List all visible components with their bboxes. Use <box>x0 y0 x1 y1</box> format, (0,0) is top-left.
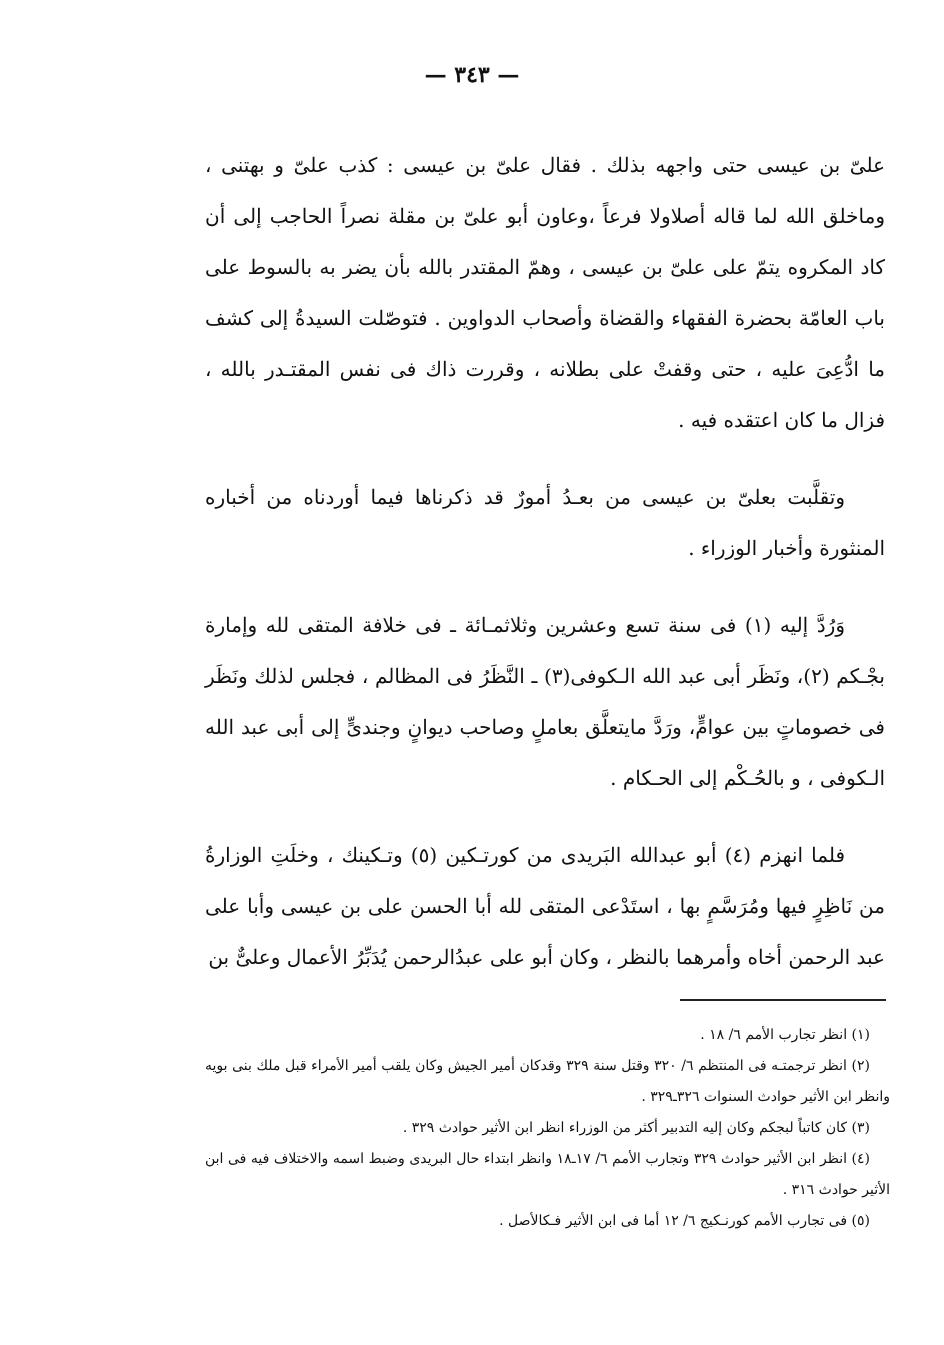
footnote-1: (١) انظر تجارب الأمم ٦/ ١٨ . <box>700 1027 870 1043</box>
footnote-4: (٤) انظر ابن الأثير حوادث ٣٢٩ وتجارب الأمم ٦/ ١٧ـ١٨ وانظر ابتداء حال البريدى وضبط اسمه والاختلاف فيه فى ابن الأثير حوادث ٣١٦ . <box>205 1151 890 1198</box>
paragraph-4: فلما انهزم (٤) أبو عبدالله البَريدى من كورتـكين (٥) وتـكينك ، وخلَتِ الوزارةُ من نَاظِرٍ فيها ومُرَسَّمٍ بها ، استَدْعى المتقى لله أبا الحسن على بن عيسى وأبا على عبد الرحمن أخاه وأمرهما بالنظر ، وكان أبو على عبدُالرحمن يُدَبِّرُ الأعمال وعلىٌّ بن <box>205 843 885 969</box>
page-number: — ٣٤٣ — <box>424 62 520 88</box>
paragraph-2: وتقلَّبت بعلىّ بن عيسى من بعـدُ أمورٌ قد ذكرناها فيما أوردناه من أخباره المنثورة وأخبار الوزراء . <box>205 485 885 560</box>
footnote-3: (٣) كان كاتباً لبجكم وكان إليه التدبير أكثر من الوزراء انظر ابن الأثير حوادث ٣٢٩ . <box>402 1120 870 1136</box>
paragraph-3: وَرُدَّ إليه (١) فى سنة تسع وعشرين وثلاثمـائة ـ فى خلافة المتقى لله وإمارة بجْـكم (٢)، ونَظَر أبى عبد الله الـكوفى(٣) ـ النَّظَرُ فى المظالم ، فجلس لذلك ونَظَر فى خصوماتٍ بين عوامٍّ، ورَدَّ مايتعلَّق بعاملٍ وصاحب ديوانٍ وجندىٍّ إلى أبى عبد الله الـكوفى ، و بالحُـكْم إلى الحـكام . <box>205 613 886 790</box>
main-text <box>205 140 885 1009</box>
footnote-5: (٥) فى تجارب الأمم كورنـكيج ٦/ ١٢ أما فى ابن الأثير فـكالأصل . <box>499 1213 870 1229</box>
paragraph-1: علىّ بن عيسى حتى واجهه بذلك . فقال علىّ بن عيسى : كذب علىّ و بهتنى ، وماخلق الله لما قاله أصلاولا فرعاً ،وعاون أبو علىّ بن مقلة نصراً الحاجب إلى أن كاد المكروه يتمّ على علىّ بن عيسى ، وهمّ المقتدر بالله بأن يضر به بالسوط على باب العامّة بحضرة الفقهاء والقضاة وأصحاب الدواوين . فتوصّلت السيدةُ إلى كشف ما ادُّعِىَ عليه ، حتى وقفتْ على بطلانه ، وقررت ذاك فى نفس المقتـدر بالله ، فزال ما كان اعتقده فيه . <box>205 153 885 432</box>
footnote-separator <box>680 999 886 1001</box>
footnote-2: (٢) انظر ترجمتـه فى المنتظم ٦/ ٣٢٠ وقتل سنة ٣٢٩ وقدكان أمير الجيش وكان يلقب أمير الأمراء قبل ملك بنى بويه وانظر ابن الأثير حوادث السنوات ٣٢٦ـ٣٢٩ . <box>205 1058 890 1105</box>
footnotes <box>205 1020 890 1237</box>
